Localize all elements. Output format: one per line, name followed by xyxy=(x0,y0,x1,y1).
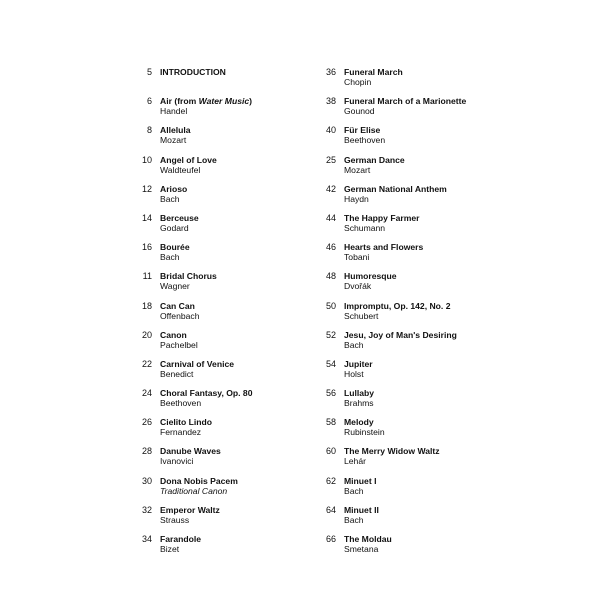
page-number: 10 xyxy=(141,154,152,165)
page-number: 24 xyxy=(141,388,152,399)
page-number: 64 xyxy=(325,504,336,515)
toc-column-right xyxy=(312,67,482,563)
composer-name: Beethoven xyxy=(344,135,386,146)
page-number: 38 xyxy=(325,96,336,107)
composer-name: Beethoven xyxy=(160,398,202,409)
page-number: 42 xyxy=(325,183,336,194)
page-number: 11 xyxy=(142,271,152,282)
toc-entry xyxy=(128,301,288,330)
piece-title: Can Can xyxy=(160,300,195,311)
toc-entry xyxy=(128,359,288,388)
composer-name: Godard xyxy=(160,222,189,233)
piece-title: Berceuse xyxy=(160,212,199,223)
page-number: 56 xyxy=(325,388,336,399)
piece-title: Melody xyxy=(344,417,374,428)
piece-title: Dona Nobis Pacem xyxy=(160,475,238,486)
page-number: 12 xyxy=(141,183,152,194)
piece-title: Carnival of Venice xyxy=(160,358,235,369)
piece-title: The Moldau xyxy=(344,534,392,544)
composer-name: Traditional Canon xyxy=(160,485,228,496)
page-number: 60 xyxy=(325,446,336,457)
toc-entry xyxy=(128,271,288,300)
toc-entry xyxy=(312,271,482,300)
toc-entry xyxy=(128,67,288,96)
composer-name: Bach xyxy=(344,514,364,525)
page-number: 18 xyxy=(141,300,152,311)
toc-entry xyxy=(128,330,288,359)
composer-name: Bach xyxy=(344,485,364,496)
piece-title: Allelula xyxy=(160,125,191,136)
composer-name: Offenbach xyxy=(160,310,200,321)
toc-entry xyxy=(128,213,288,242)
piece-title: Farandole xyxy=(160,534,202,544)
piece-title: Jupiter xyxy=(344,358,373,369)
page-number: 8 xyxy=(146,125,152,136)
composer-name: Dvořák xyxy=(344,281,372,292)
piece-title: Impromptu, Op. 142, No. 2 xyxy=(344,300,451,311)
piece-title: Bourée xyxy=(160,242,190,253)
composer-name: Bach xyxy=(160,193,180,204)
page-number: 54 xyxy=(325,358,336,369)
composer-name: Schubert xyxy=(344,310,379,321)
toc-entry xyxy=(128,505,288,534)
piece-title: Minuet I xyxy=(344,475,377,486)
piece-title: Canon xyxy=(160,329,187,340)
toc-entry xyxy=(312,242,482,271)
page-number: 5 xyxy=(146,67,152,77)
composer-name: Bizet xyxy=(160,544,180,554)
toc-entry xyxy=(128,476,288,505)
toc-entry xyxy=(128,96,288,125)
composer-name: Mozart xyxy=(344,164,371,175)
composer-name: Strauss xyxy=(160,514,190,525)
page-number: 66 xyxy=(325,534,336,544)
composer-name: Ivanovici xyxy=(160,456,194,467)
toc-entry xyxy=(312,330,482,359)
composer-name: Bach xyxy=(160,252,180,263)
toc-entry xyxy=(128,417,288,446)
toc-entry xyxy=(312,505,482,534)
composer-name: Holst xyxy=(344,368,364,379)
composer-name: Wagner xyxy=(160,281,190,292)
composer-name: Schumann xyxy=(344,222,386,233)
page-number: 20 xyxy=(141,329,152,340)
piece-title: Choral Fantasy, Op. 80 xyxy=(160,388,253,399)
toc-entry xyxy=(312,125,482,154)
piece-title: Hearts and Flowers xyxy=(344,242,424,253)
piece-title: The Happy Farmer xyxy=(344,212,420,223)
page-number: 34 xyxy=(141,534,152,544)
composer-name: Chopin xyxy=(344,77,372,87)
toc-entry xyxy=(312,446,482,475)
composer-name: Benedict xyxy=(160,368,194,379)
piece-title: Lullaby xyxy=(344,388,375,399)
page-number: 25 xyxy=(325,154,336,165)
composer-name: Lehár xyxy=(344,456,366,467)
toc-entry xyxy=(312,96,482,125)
page-number: 36 xyxy=(325,67,336,77)
composer-name: Brahms xyxy=(344,398,374,409)
piece-title: Angel of Love xyxy=(160,154,217,165)
composer-name: Fernandez xyxy=(160,427,202,438)
page-number: 26 xyxy=(141,417,152,428)
page-number: 6 xyxy=(146,96,152,107)
piece-title: Arioso xyxy=(160,183,188,194)
composer-name: Smetana xyxy=(344,544,379,554)
page-number: 40 xyxy=(325,125,336,136)
toc-entry xyxy=(128,388,288,417)
toc-entry xyxy=(312,301,482,330)
piece-title: Air (from Water Music) xyxy=(160,96,253,107)
piece-title: INTRODUCTION xyxy=(160,67,226,77)
piece-title: Bridal Chorus xyxy=(160,271,217,282)
page-number: 58 xyxy=(325,417,336,428)
toc-entry xyxy=(312,359,482,388)
toc-column-left xyxy=(128,67,288,563)
toc-entry xyxy=(312,417,482,446)
page-number: 46 xyxy=(325,242,336,253)
piece-title: Cielito Lindo xyxy=(160,417,213,428)
piece-title: Humoresque xyxy=(344,271,397,282)
toc-entry xyxy=(312,155,482,184)
composer-name: Pachelbel xyxy=(160,339,198,350)
page-number: 28 xyxy=(141,446,152,457)
composer-name: Waldteufel xyxy=(160,164,201,175)
piece-title: Emperor Waltz xyxy=(160,504,220,515)
composer-name: Tobani xyxy=(344,252,370,263)
page-number: 48 xyxy=(325,271,336,282)
page-number: 16 xyxy=(141,242,152,253)
toc-entry xyxy=(128,125,288,154)
toc-entry xyxy=(312,534,482,563)
piece-title: German National Anthem xyxy=(344,183,447,194)
page-number: 32 xyxy=(141,504,152,515)
piece-title: Funeral March xyxy=(344,67,403,77)
composer-name: Mozart xyxy=(160,135,187,146)
page-number: 22 xyxy=(141,358,152,369)
piece-title: The Merry Widow Waltz xyxy=(344,446,440,457)
piece-title: Danube Waves xyxy=(160,446,221,457)
composer-name: Haydn xyxy=(344,193,369,204)
page-number: 62 xyxy=(325,475,336,486)
toc-entry xyxy=(312,184,482,213)
composer-name: Rubinstein xyxy=(344,427,385,438)
page-number: 50 xyxy=(325,300,336,311)
toc-entry xyxy=(128,446,288,475)
toc-entry xyxy=(312,476,482,505)
piece-title: Minuet II xyxy=(344,504,379,515)
toc-entry xyxy=(128,184,288,213)
toc-entry xyxy=(128,242,288,271)
piece-title: Für Elise xyxy=(344,125,381,136)
page-number: 44 xyxy=(325,212,336,223)
toc-entry xyxy=(312,388,482,417)
page-number: 14 xyxy=(141,212,152,223)
composer-name: Handel xyxy=(160,106,188,117)
toc-entry xyxy=(128,534,288,563)
page-number: 30 xyxy=(141,475,152,486)
toc-entry xyxy=(312,67,482,96)
piece-title: German Dance xyxy=(344,154,405,165)
composer-name: Gounod xyxy=(344,106,375,117)
composer-name: Bach xyxy=(344,339,364,350)
piece-title: Jesu, Joy of Man's Desiring xyxy=(344,329,457,340)
piece-title: Funeral March of a Marionette xyxy=(344,96,467,107)
page-number: 52 xyxy=(325,329,336,340)
toc-entry xyxy=(128,155,288,184)
toc-entry xyxy=(312,213,482,242)
